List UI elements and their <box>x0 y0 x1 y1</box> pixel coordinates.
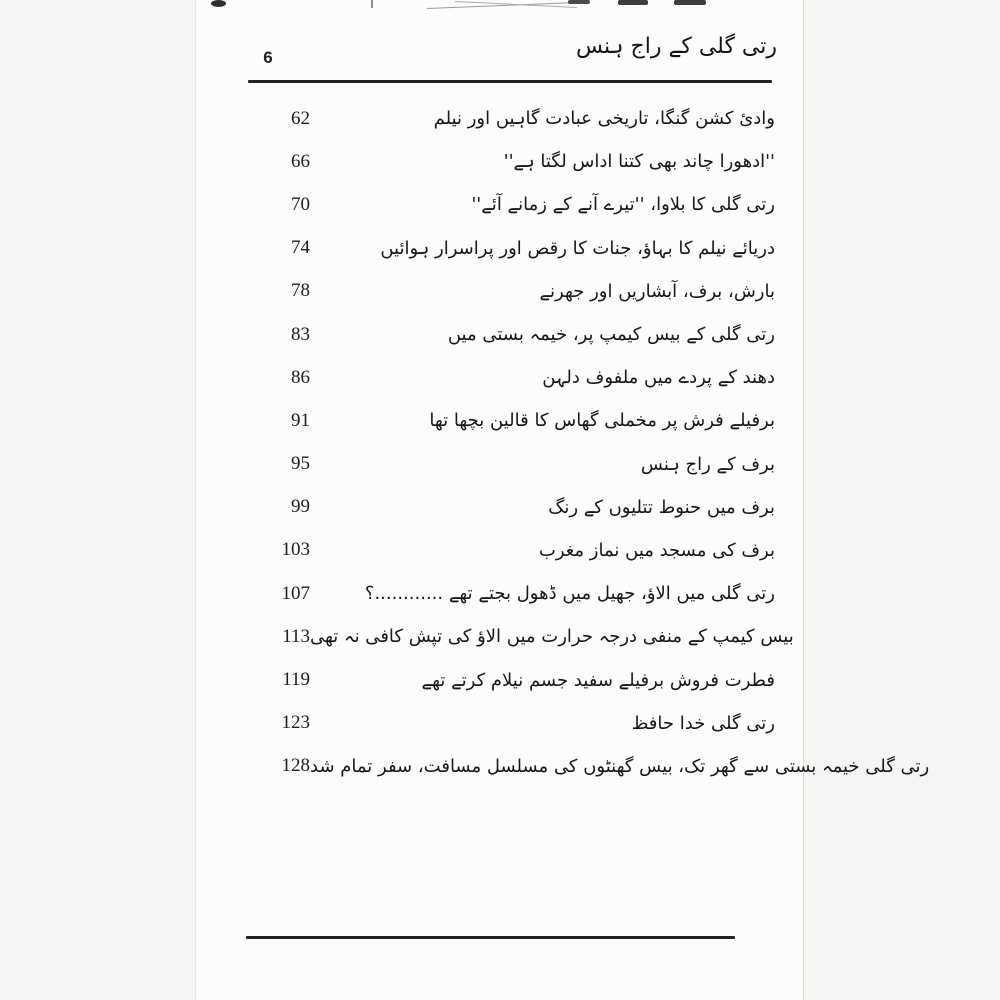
toc-entry-page: 66 <box>291 150 310 172</box>
toc-entry-page: 91 <box>291 409 310 431</box>
toc-entry-title: برفیلے فرش پر مخملی گھاس کا قالین بچھا تھا <box>429 410 775 432</box>
scan-artifact-mark <box>568 0 590 4</box>
toc-entry-title: فطرت فروش برفیلے سفید جسم نیلام کرتے تھے <box>421 669 775 691</box>
toc-entry <box>248 658 775 701</box>
toc-entry-title: رتی گلی خدا حافظ <box>631 712 775 734</box>
toc-entry-page: 74 <box>291 237 310 259</box>
book-title-header: رتی گلی کے راج ہنس <box>575 34 777 59</box>
toc-entry <box>248 529 775 572</box>
toc-entry-page: 70 <box>291 193 310 215</box>
toc-entry-page: 83 <box>291 323 310 345</box>
scan-artifact-mark <box>674 0 706 5</box>
toc-entry-title: برف میں حنوط تتلیوں کے رنگ <box>548 496 775 518</box>
toc-entry-page: 86 <box>291 366 310 388</box>
toc-entry <box>248 399 775 442</box>
toc-entry-title: وادیٔ کشن گنگا، تاریخی عبادت گاہیں اور نیلم <box>433 108 775 130</box>
header-rule <box>248 80 772 83</box>
scan-artifact-mark <box>618 0 648 5</box>
toc-entry-title: بیس کیمپ کے منفی درجہ حرارت میں الاؤ کی تپش کافی نہ تھی <box>310 626 794 648</box>
toc-entry <box>248 140 775 183</box>
toc-entry-page: 113 <box>282 625 310 647</box>
page-number: 6 <box>263 48 273 67</box>
scan-artifact-blob <box>211 0 226 7</box>
toc-entry-page: 99 <box>291 496 310 518</box>
toc-entry <box>248 486 775 529</box>
toc-entry <box>248 615 794 658</box>
toc-entry <box>248 443 775 486</box>
scan-artifact-tick <box>371 0 373 8</box>
toc-entry-title: بارش، برف، آبشاریں اور جھرنے <box>539 280 775 302</box>
toc-entry-page: 62 <box>291 107 310 129</box>
toc-entry-title: رتی گلی میں الاؤ، جھیل میں ڈھول بجتے تھے ............؟ <box>364 583 775 605</box>
toc-entry <box>248 702 775 745</box>
toc-entry <box>248 356 775 399</box>
toc-entry-title: دھند کے پردے میں ملفوف دلہن <box>542 367 775 389</box>
toc-entry <box>248 745 930 788</box>
footer-rule <box>246 936 735 939</box>
toc-entry <box>248 313 775 356</box>
toc-entry-page: 95 <box>291 453 310 475</box>
toc-entry-page: 119 <box>282 669 310 691</box>
toc-entry <box>248 97 775 140</box>
toc-entry <box>248 572 775 615</box>
toc-entry-page: 107 <box>281 582 310 604</box>
toc-entry <box>248 227 775 270</box>
toc-entry-title: رتی گلی خیمہ بستی سے گھر تک، بیس گھنٹوں کی مسلسل مسافت، سفر تمام شد <box>310 755 930 777</box>
toc-entry-title: دریائے نیلم کا بہاؤ، جنات کا رقص اور پراسرار ہوائیں <box>380 237 775 259</box>
toc-entry-title: رتی گلی کے بیس کیمپ پر، خیمہ بستی میں <box>447 324 775 346</box>
toc-entry-page: 78 <box>291 280 310 302</box>
toc-entry <box>248 270 775 313</box>
toc-entry-page: 128 <box>281 755 310 777</box>
toc-entry-title: ''ادھورا چاند بھی کتنا اداس لگتا ہے'' <box>503 151 775 173</box>
toc-entry-title: رتی گلی کا بلاوا، ''تیرے آنے کے زمانے آئے'' <box>471 194 775 216</box>
table-of-contents <box>248 97 930 788</box>
toc-entry-title: برف کے راج ہنس <box>640 453 775 475</box>
toc-entry-page: 123 <box>281 712 310 734</box>
toc-entry-page: 103 <box>281 539 310 561</box>
toc-entry <box>248 183 775 226</box>
toc-entry-title: برف کی مسجد میں نماز مغرب <box>538 539 775 561</box>
